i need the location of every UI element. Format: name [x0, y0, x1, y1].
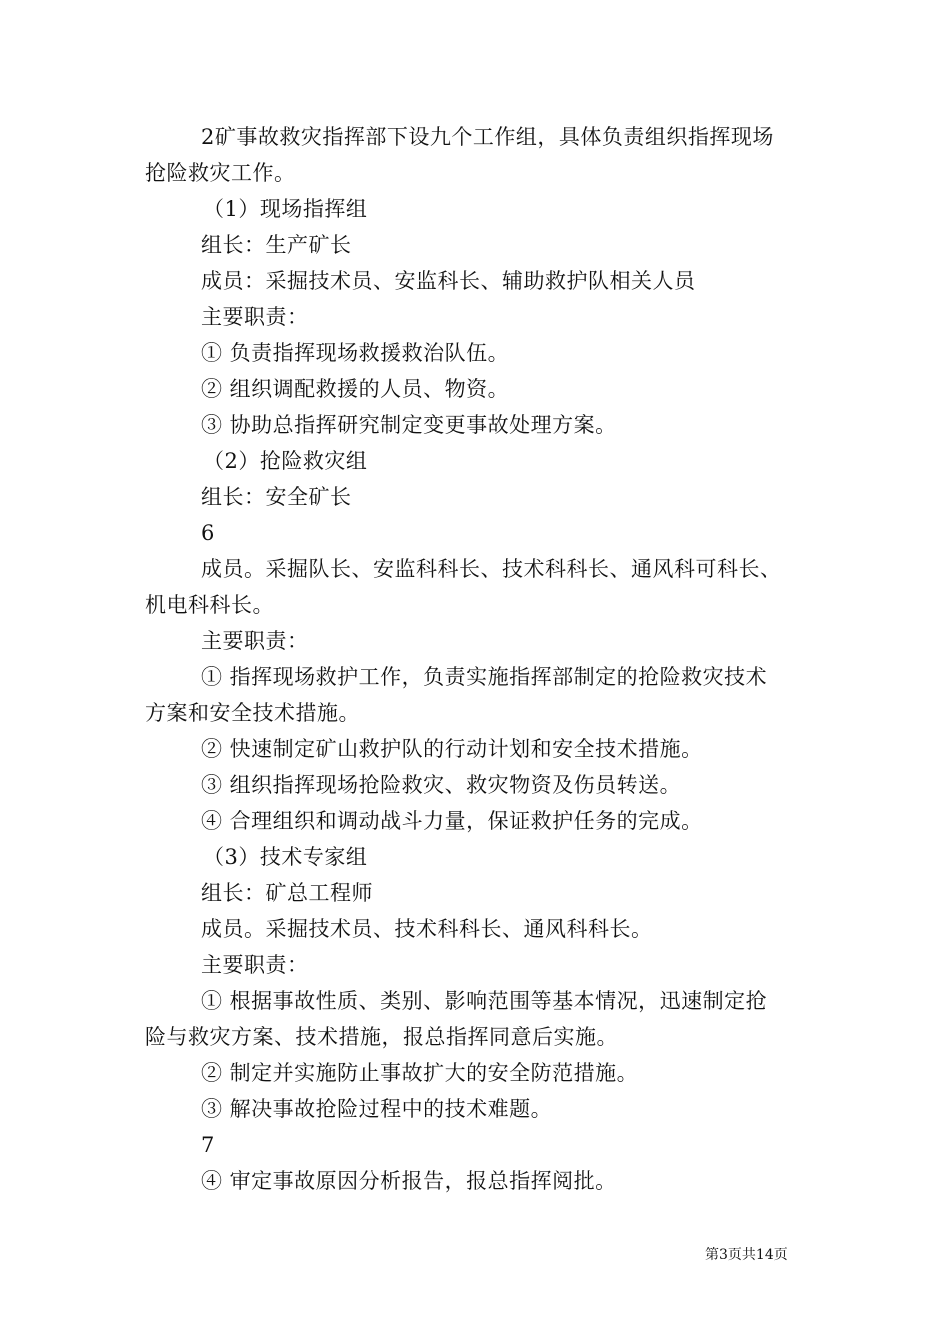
page-footer: 第3页共14页: [705, 1247, 788, 1263]
paragraph-line: 机电科科长。: [145, 593, 274, 617]
list-item: ② 制定并实施防止事故扩大的安全防范措施。: [201, 1061, 639, 1085]
paragraph-line: 成员：采掘技术员、安监科长、辅助救护队相关人员: [201, 269, 696, 293]
list-item: ② 快速制定矿山救护队的行动计划和安全技术措施。: [201, 737, 703, 761]
paragraph-line: 组长：生产矿长: [201, 233, 352, 257]
paragraph-line: 主要职责：: [201, 953, 309, 977]
section-heading: （1）现场指挥组: [203, 197, 368, 221]
paragraph-line: 组长：安全矿长: [201, 485, 352, 509]
paragraph-line: 2矿事故救灾指挥部下设九个工作组，具体负责组织指挥现场: [201, 125, 774, 149]
paragraph-line: 主要职责：: [201, 305, 309, 329]
paragraph-line: 组长：矿总工程师: [201, 881, 373, 905]
list-item-continuation: 险与救灾方案、技术措施，报总指挥同意后实施。: [145, 1025, 618, 1049]
paragraph-line: 主要职责：: [201, 629, 309, 653]
list-item: ② 组织调配救援的人员、物资。: [201, 377, 510, 401]
list-item: ① 根据事故性质、类别、影响范围等基本情况，迅速制定抢: [201, 989, 768, 1013]
paragraph-line: 成员。采掘技术员、技术科科长、通风科科长。: [201, 917, 653, 941]
page-number-marker: 6: [201, 521, 215, 545]
paragraph-line: 抢险救灾工作。: [145, 161, 296, 185]
paragraph-line: 成员。采掘队长、安监科科长、技术科科长、通风科可科长、: [201, 557, 782, 581]
document-body: [145, 119, 810, 1199]
list-item: ④ 合理组织和调动战斗力量，保证救护任务的完成。: [201, 809, 703, 833]
section-heading: （2）抢险救灾组: [203, 449, 368, 473]
list-item: ③ 解决事故抢险过程中的技术难题。: [201, 1097, 553, 1121]
page-number-marker: 7: [201, 1133, 215, 1157]
list-item: ③ 协助总指挥研究制定变更事故处理方案。: [201, 413, 617, 437]
section-heading: （3）技术专家组: [203, 845, 368, 869]
list-item-continuation: 方案和安全技术措施。: [145, 701, 360, 725]
list-item: ④ 审定事故原因分析报告，报总指挥阅批。: [201, 1169, 617, 1193]
list-item: ③ 组织指挥现场抢险救灾、救灾物资及伤员转送。: [201, 773, 682, 797]
list-item: ① 负责指挥现场救援救治队伍。: [201, 341, 510, 365]
list-item: ① 指挥现场救护工作，负责实施指挥部制定的抢险救灾技术: [201, 665, 768, 689]
